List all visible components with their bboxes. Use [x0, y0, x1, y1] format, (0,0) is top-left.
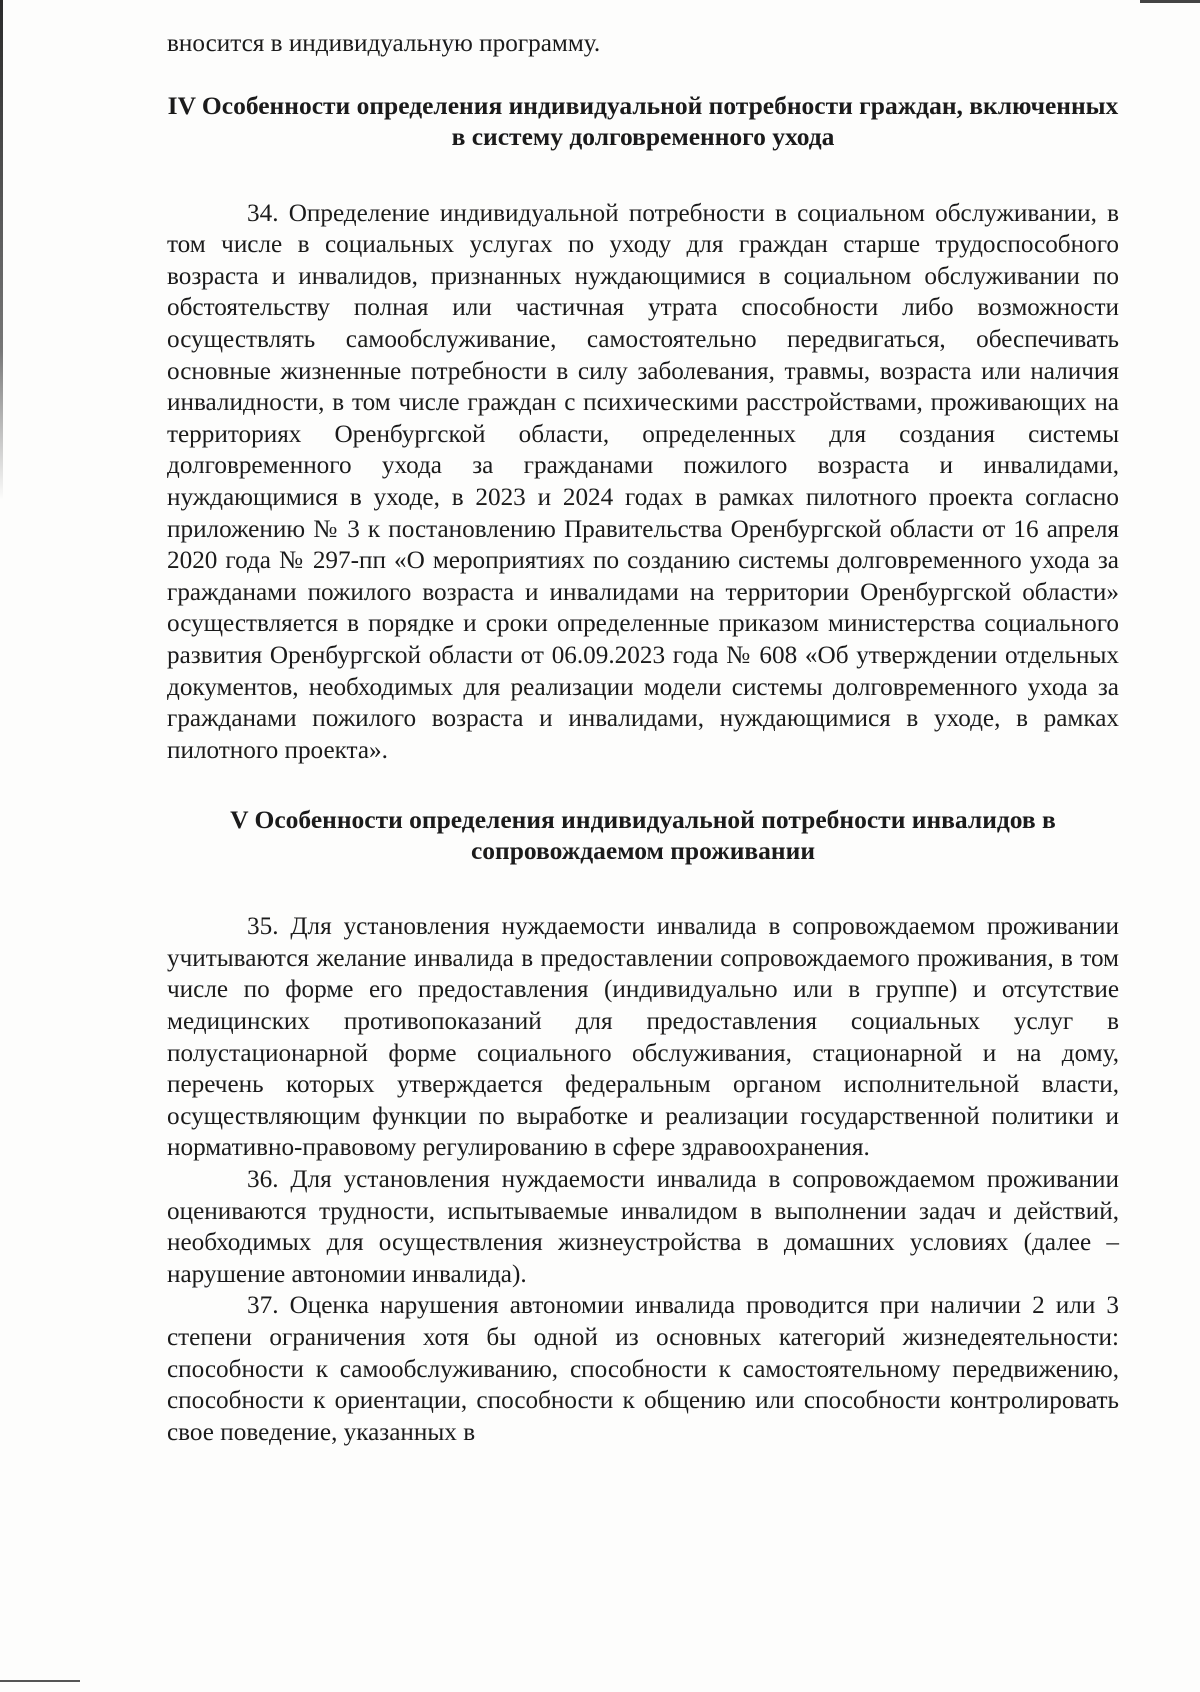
section-v-heading: V Особенности определения индивидуальной потребности инвалидов в сопровождаемом проживании — [230, 805, 1056, 866]
scan-bottom-mark — [0, 1680, 80, 1682]
paragraph-37: 37. Оценка нарушения автономии инвалида проводится при наличии 2 или 3 степени ограничения хотя бы одной из основных категорий жизнедеятельности: способности к самообслуживанию, способности к самостоятельному передвижению, способности к ориентации, способности к общению или способности контролировать свое поведение, указанных в — [167, 1292, 1119, 1446]
paragraph-36: 36. Для установления нуждаемости инвалида в сопровождаемом проживании оцениваются трудности, испытываемые инвалидом в выполнении задач и действий, необходимых для осуществления жизнеустройства в домашних условиях (далее – нарушение автономии инвалида). — [167, 1166, 1119, 1288]
scan-edge-shadow — [0, 0, 3, 500]
scan-edge-mark — [1140, 0, 1200, 3]
paragraph-34: 34. Определение индивидуальной потребности в социальном обслуживании, в том числе в социальных услугах по уходу для граждан старше трудоспособного возраста и инвалидов, признанных нуждающимися в социальном обслуживании по обстоятельству полная или частичная утрата способности либо возможности осуществлять самообслуживание, самостоятельно передвигаться, обеспечивать основные жизненные потребности в силу заболевания, травмы, возраста или наличия инвалидности, в том числе граждан с психическими расстройствами, проживающих на территориях Оренбургской области, определенных для создания системы долговременного ухода за гражданами пожилого возраста и инвалидами, нуждающимися в уходе, в 2023 и 2024 годах в рамках пилотного проекта согласно приложению № 3 к постановлению Правительства Оренбургской области от 16 апреля 2020 года № 297-пп «О мероприятиях по созданию системы долговременного ухода за гражданами пожилого возраста и инвалидами на территории Оренбургской области» осуществляется в порядке и сроки определенные приказом министерства социального развития Оренбургской области от 06.09.2023 года № 608 «Об утверждении отдельных документов, необходимых для реализации модели системы долговременного ухода за гражданами пожилого возраста и инвалидами, нуждающимися в уходе, в рамках пилотного проекта». — [167, 199, 1119, 764]
continuation-text: вносится в индивидуальную программу. — [167, 30, 601, 57]
paragraph-35: 35. Для установления нуждаемости инвалида в сопровождаемом проживании учитываются желание инвалида в предоставлении сопровождаемого проживания, в том числе по форме его предоставления (индивидуально или в группе) и отсутствие медицинских противопоказаний для предоставления социальных услуг в полустационарной форме социального обслуживания, стационарной и на дому, перечень которых утверждается федеральным органом исполнительной власти, осуществляющим функции по выработке и реализации государственной политики и нормативно-правовому регулированию в сфере здравоохранения. — [167, 913, 1119, 1162]
section-iv-heading: IV Особенности определения индивидуальной потребности граждан, включенных в систему долговременного ухода — [167, 90, 1119, 151]
document-body — [167, 28, 1119, 1448]
